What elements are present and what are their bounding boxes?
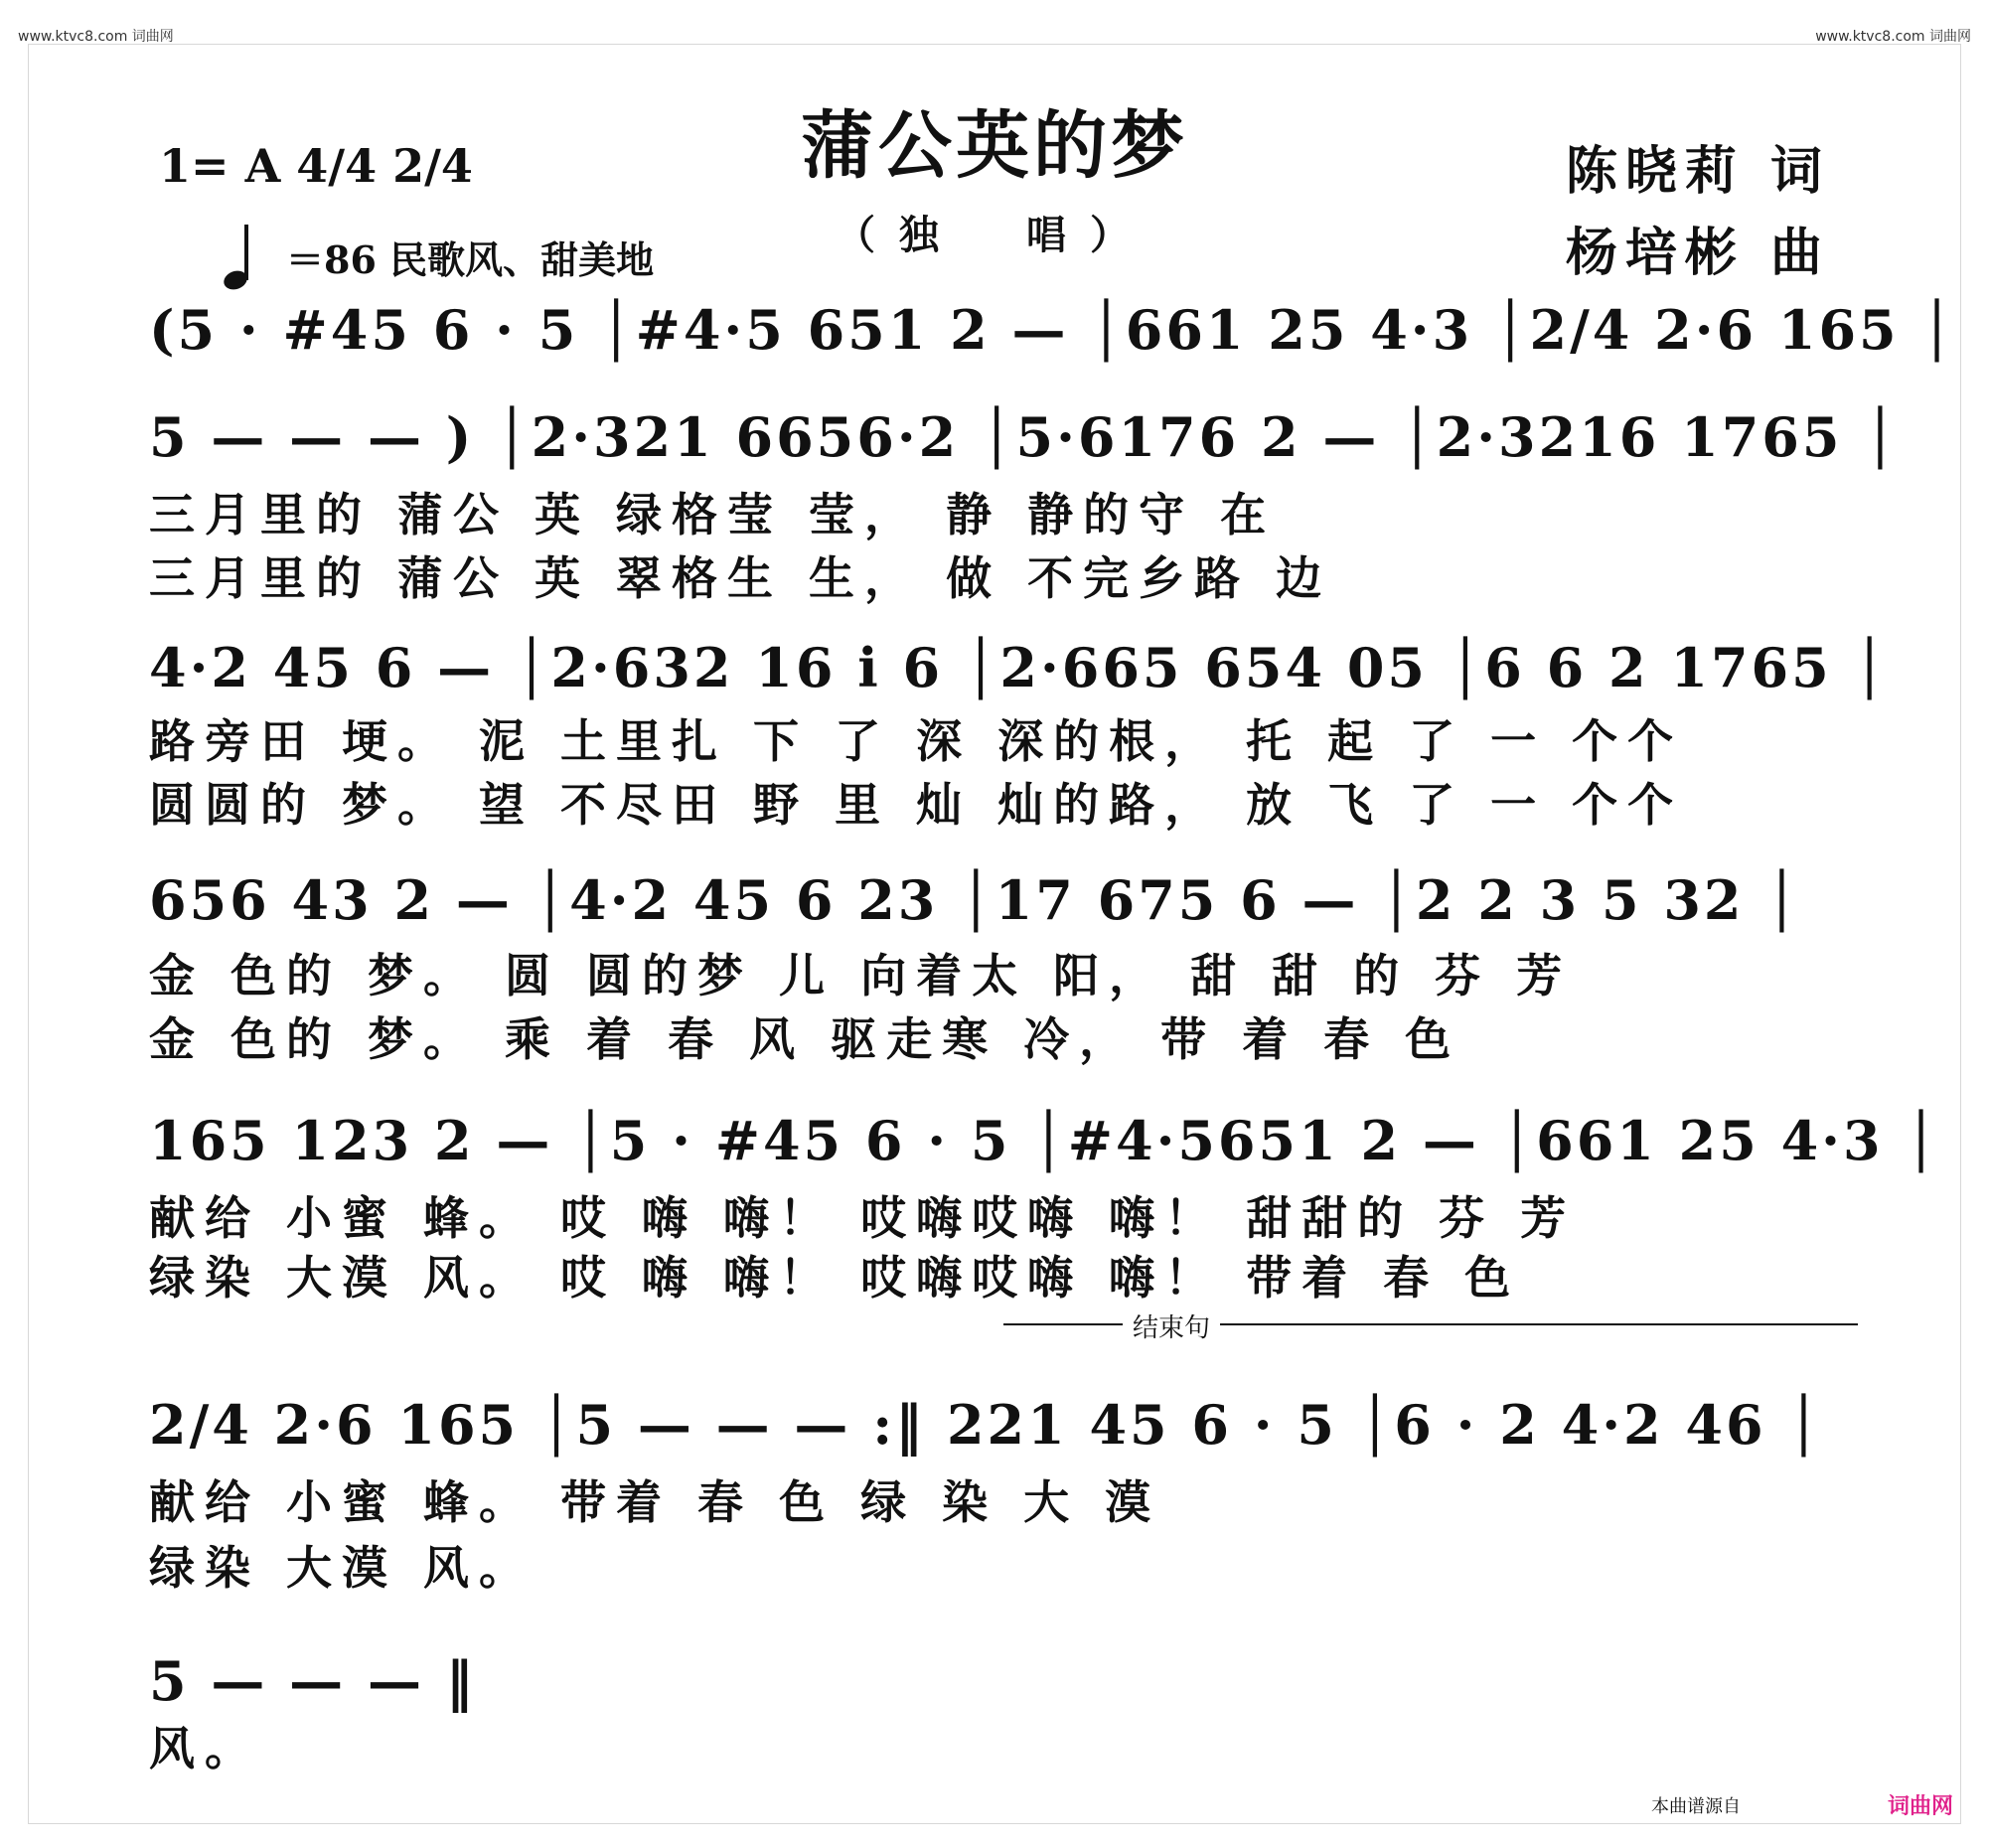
score-line-7-lyric-1: 风。 xyxy=(149,1722,260,1775)
score-line-4-lyric-2: 金 色的 梦。 乘 着 春 风 驱走寒 冷， 带 着 春 色 xyxy=(149,1012,1461,1066)
score-line-2-lyric-2: 三月里的 蒲公 英 翠格生 生， 做 不完乡路 边 xyxy=(149,551,1332,605)
score-line-2-notes: 5 — — — ) │2·321 6656·2 │5·6176 2 — │2·3216 1765 │ xyxy=(149,405,1900,469)
lyricist-credit: 陈晓莉 词 xyxy=(1565,141,1830,202)
site-watermark-right: www.ktvc8.com 词曲网 xyxy=(1815,29,1971,45)
site-watermark-left: www.ktvc8.com 词曲网 xyxy=(18,29,174,45)
score-line-2-lyric-1: 三月里的 蒲公 英 绿格莹 莹， 静 静的守 在 xyxy=(149,488,1277,541)
tempo-text: ＝86 民歌风、甜美地 xyxy=(286,236,655,282)
side-strip-right xyxy=(1975,30,1985,1798)
song-subtitle: （独 唱） xyxy=(836,212,1153,258)
footer-source-note: 本曲谱源自 xyxy=(1651,1796,1741,1817)
score-line-1-notes: (5 · #45 6 · 5 │#4·5 651 2 — │661 25 4·3 │2/4 2·6 165 │ xyxy=(149,298,1956,362)
composer-credit: 杨培彬 曲 xyxy=(1565,223,1830,283)
score-line-6-lyric-2: 绿染 大漠 风。 xyxy=(149,1541,536,1595)
key-signature: 1= A 4/4 2/4 xyxy=(159,139,473,193)
side-strip-left xyxy=(4,30,14,1798)
score-line-4-notes: 656 43 2 — │4·2 45 6 23 │17 675 6 — │2 2 3 5 32 │ xyxy=(149,868,1801,932)
ending-label: 结束句 xyxy=(1123,1308,1220,1344)
score-line-4-lyric-1: 金 色的 梦。 圆 圆的梦 儿 向着太 阳， 甜 甜 的 芬 芳 xyxy=(149,949,1573,1002)
quarter-note-icon xyxy=(207,221,276,292)
footer-logo: 词曲网 xyxy=(1887,1794,1953,1819)
score-line-3-notes: 4·2 45 6 — │2·632 16 i 6 │2·665 654 05 │6 6 2 1765 │ xyxy=(149,636,1890,699)
score-line-6-lyric-1: 献给 小蜜 蜂。 带着 春 色 绿 染 大 漠 xyxy=(149,1475,1161,1529)
score-line-5-notes: 165 123 2 — │5 · #45 6 · 5 │#4·5651 2 — │661 25 4·3 │ xyxy=(149,1109,1940,1172)
song-title: 蒲公英的梦 xyxy=(801,103,1188,189)
tempo-marking xyxy=(207,221,654,292)
score-line-5-lyric-1: 献给 小蜜 蜂。 哎 嗨 嗨！ 哎嗨哎嗨 嗨！ 甜甜的 芬 芳 xyxy=(149,1191,1577,1245)
score-line-3-lyric-1: 路旁田 埂。 泥 土里扎 下 了 深 深的根， 托 起 了 一 个个 xyxy=(149,714,1684,768)
score-line-3-lyric-2: 圆圆的 梦。 望 不尽田 野 里 灿 灿的路， 放 飞 了 一 个个 xyxy=(149,778,1684,832)
score-line-7-notes: 5 — — — ‖ xyxy=(149,1649,476,1713)
score-line-6-notes: 2/4 2·6 165 │5 — — — :‖ 221 45 6 · 5 │6 · 2 4·2 46 │ xyxy=(149,1393,1823,1457)
score-line-5-lyric-2: 绿染 大漠 风。 哎 嗨 嗨！ 哎嗨哎嗨 嗨！ 带着 春 色 xyxy=(149,1251,1521,1305)
